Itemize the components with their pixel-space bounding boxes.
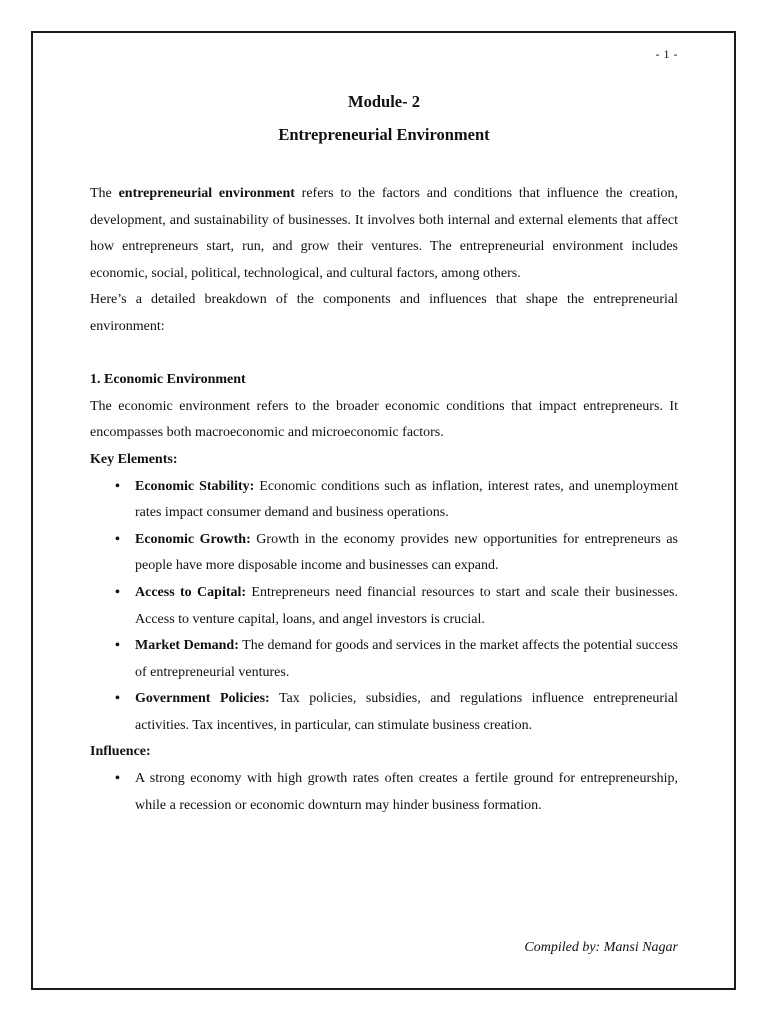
list-item-text: Growth in the economy provides new opportunities for entrepreneurs as people have more disposable income and businesses can expand. <box>135 531 678 574</box>
bullet-icon: • <box>115 638 120 654</box>
list-item-term: Market Demand: <box>135 638 239 654</box>
list-item-text: Entrepreneurs need financial resources to start and scale their businesses. Access to venture capital, loans, and angel investors is crucial. <box>135 584 679 627</box>
list-item-term: Government Policies: <box>135 691 270 707</box>
list-item-text: The demand for goods and services in the market affects the potential success of entrepreneurial ventures. <box>135 638 678 680</box>
intro-paragraph <box>90 181 678 287</box>
list-item-term: Economic Stability: <box>135 478 255 494</box>
list-item <box>115 474 678 527</box>
breakdown-paragraph: Here’s a detailed breakdown of the components and influences that shape the entrepreneurial environment: <box>90 292 678 334</box>
bullet-icon: • <box>115 478 120 494</box>
list-item <box>115 633 678 686</box>
list-item-text: Tax policies, subsidies, and regulations influence entrepreneurial activities. Tax incentives, in particular, can stimulate business creation. <box>135 691 679 733</box>
list-item-term: Access to Capital: <box>135 584 247 600</box>
section-heading: 1. Economic Environment <box>90 372 246 388</box>
bullet-icon: • <box>115 771 120 787</box>
bullet-icon: • <box>115 584 120 600</box>
influence-list <box>90 766 678 819</box>
influence-heading: Influence: <box>90 744 151 760</box>
list-item-text: A strong economy with high growth rates often creates a fertile ground for entrepreneurship, while a recession or economic downturn may hinder business formation. <box>135 771 678 813</box>
key-elements-list <box>90 474 678 740</box>
compiled-by-footer: Compiled by: Mansi Nagar <box>524 940 678 955</box>
module-subtitle: Entrepreneurial Environment <box>278 125 490 144</box>
intro-lead: The <box>90 186 119 201</box>
intro-text: refers to the factors and conditions that influence the creation, development, and sustainability of businesses. It involves both internal and external elements that affect how entrepreneurs start, run, and grow their ventures. The entrepreneurial environment includes economic, social, political, technological, and cultural factors, among others. <box>90 186 678 281</box>
bullet-icon: • <box>115 691 120 707</box>
module-title: Module- 2 <box>348 92 420 111</box>
list-item-text: Economic conditions such as inflation, interest rates, and unemployment rates impact consumer demand and business operations. <box>135 478 678 521</box>
list-item <box>115 580 679 633</box>
list-item-term: Economic Growth: <box>135 531 251 547</box>
list-item <box>115 527 678 580</box>
page-number: - 1 - <box>655 47 678 61</box>
list-item <box>115 766 678 819</box>
list-item <box>115 686 679 739</box>
section-description: The economic environment refers to the broader economic conditions that impact entrepreneurs. It encompasses both macroeconomic and microeconomic factors. <box>90 398 678 441</box>
document-body <box>90 181 678 819</box>
spacer <box>90 341 678 368</box>
intro-lead-bold: entrepreneurial environment <box>118 186 295 201</box>
bullet-icon: • <box>115 531 120 547</box>
key-elements-heading: Key Elements: <box>90 451 178 467</box>
